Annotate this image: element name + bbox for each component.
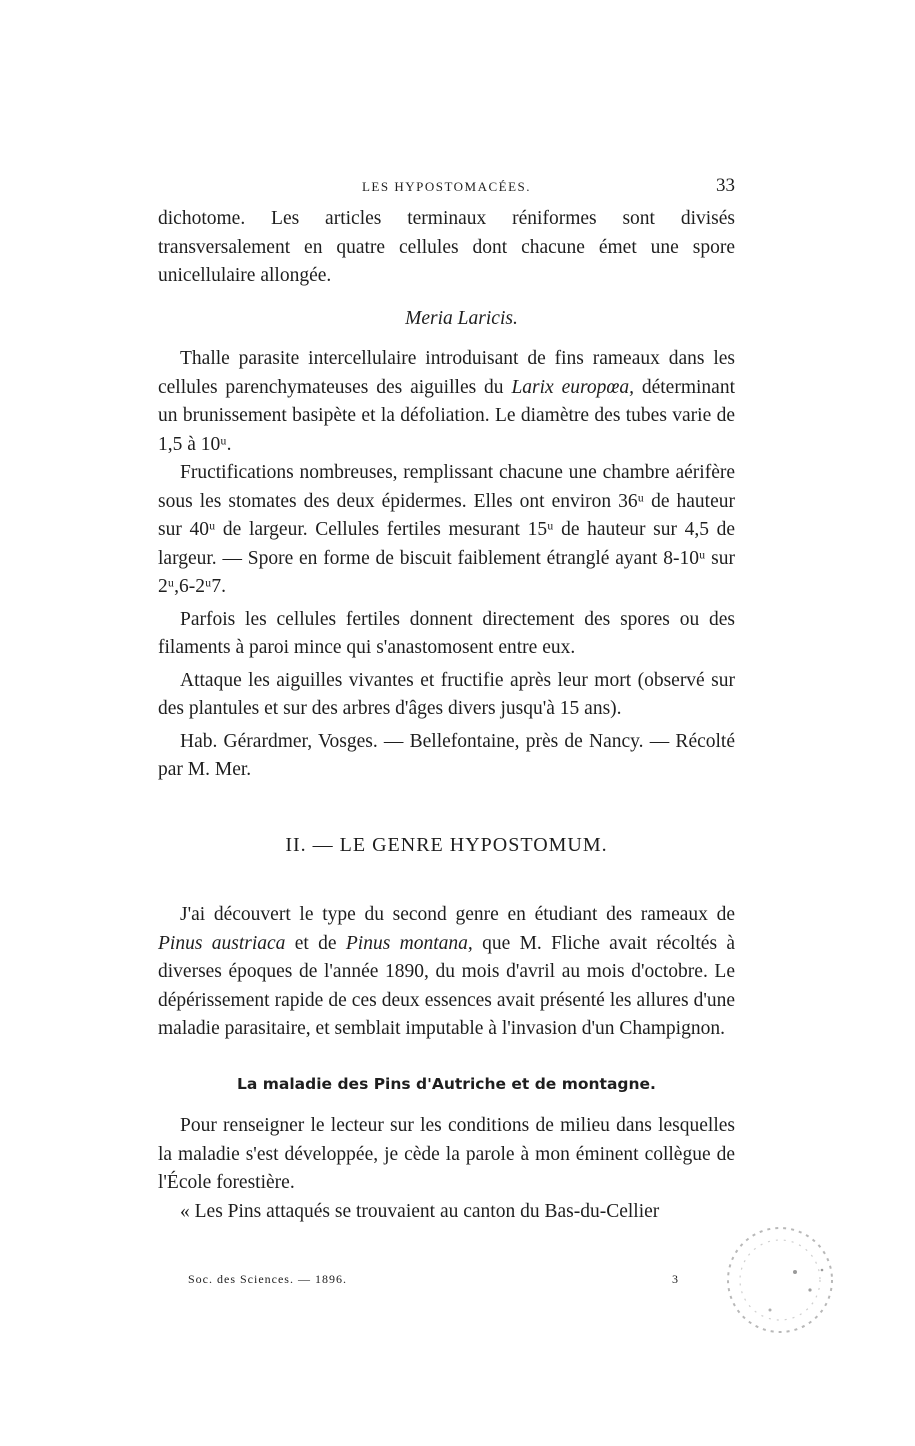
- species-name-pinus-austriaca: Pinus austriaca: [158, 932, 286, 954]
- body-text: [158, 205, 735, 1226]
- paragraph-8: Pour renseigner le lecteur sur les conditions de milieu dans lesquelles la maladie s'est développée, je cède la parole à mon éminent collègue de l'École forestière.: [158, 1115, 735, 1193]
- paragraph-7-part-a: J'ai découvert le type du second genre en étudiant des rameaux de: [180, 904, 735, 925]
- running-head: [158, 175, 735, 199]
- paragraph-2: [158, 345, 735, 459]
- paragraph-5: Attaque les aiguilles vivantes et fructifie après leur mort (observé sur des plantules et sur des arbres d'âges divers jusqu'à 15 ans).: [158, 669, 735, 719]
- running-title: LES HYPOSTOMACÉES.: [361, 179, 532, 194]
- paragraph-7: [158, 901, 735, 1044]
- paragraph-3: Fructifications nombreuses, remplissant chacune une chambre aérifère sous les stomates des deux épidermes. Elles ont environ 36ᵘ de hauteur sur 40ᵘ de largeur. Cellules fertiles mesurant 15ᵘ de hauteur sur 4,5 de largeur. — Spore en forme de biscuit faiblement étranglé ayant 8-10ᵘ sur 2ᵘ,6-2ᵘ7.: [158, 462, 735, 597]
- species-name-larix: Larix europœa,: [511, 376, 634, 398]
- paragraph-2-part-a: Thalle parasite intercellulaire introduisant de fins rameaux dans les cellules parenchymateuses des aiguilles du: [158, 348, 735, 398]
- paragraph-7-part-c: que M. Fliche avait récoltés à diverses époques de l'année 1890, du mois d'avril au mois d'octobre. Le dépérissement rapide de ces deux essences avait présenté les allures d'une maladie parasitaire, et semblait imputable à l'invasion d'un Champignon.: [158, 932, 736, 1039]
- paragraph-4: Parfois les cellules fertiles donnent directement des spores ou des filaments à paroi mince qui s'anastomosent entre eux.: [158, 608, 735, 658]
- species-heading: Meria Laricis.: [405, 307, 518, 329]
- signature-mark: 3: [672, 1272, 679, 1286]
- paragraph-9: « Les Pins attaqués se trouvaient au canton du Bas-du-Cellier: [180, 1200, 660, 1222]
- paragraph-2-part-b: déterminant un brunissement basipète et la défoliation. Le diamètre des tubes varie de 1,5 à 10ᵘ.: [158, 376, 735, 455]
- section-heading: II. — LE GENRE HYPOSTOMUM.: [285, 833, 608, 856]
- footer-series-label: Soc. des Sciences. — 1896.: [188, 1272, 347, 1286]
- page-number: 33: [716, 175, 735, 196]
- subsection-heading: La maladie des Pins d'Autriche et de montagne.: [237, 1074, 656, 1093]
- paragraph-1: dichotome. Les articles terminaux réniformes sont divisés transversalement en quatre cellules dont chacune émet une spore unicellulaire allongée.: [158, 208, 735, 286]
- species-name-pinus-montana: Pinus montana,: [345, 932, 473, 954]
- paragraph-7-part-b: et de: [285, 932, 346, 954]
- footer: [188, 1272, 688, 1287]
- paragraph-6: Hab. Gérardmer, Vosges. — Bellefontaine, près de Nancy. — Récolté par M. Mer.: [158, 730, 735, 780]
- library-stamp-icon: [700, 1200, 850, 1350]
